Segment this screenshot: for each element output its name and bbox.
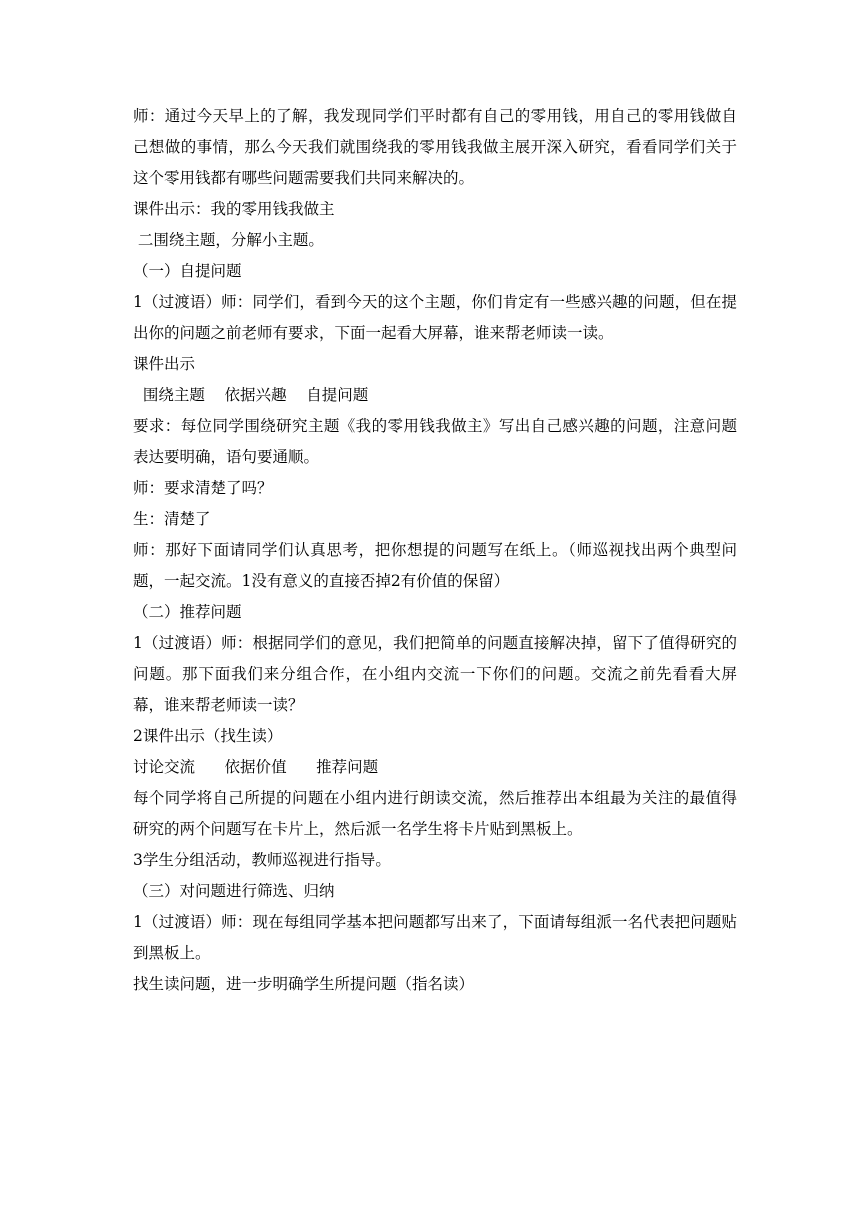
- paragraph-post-questions: 1（过渡语）师：现在每组同学基本把问题都写出来了，下面请每组派一名代表把问题贴到黑板上。: [133, 913, 737, 962]
- subsection-heading-3: （三）对问题进行筛选、归纳: [133, 882, 335, 900]
- subsection-heading-1: （一）自提问题: [133, 262, 242, 280]
- paragraph-courseware: 课件出示: [133, 355, 196, 373]
- paragraph-intro: 师：通过今天早上的了解，我发现同学们平时都有自己的零用钱，用自己的零用钱做自己想做的事情，那么今天我们就围绕我的零用钱我做主展开深入研究，看看同学们关于这个零用钱都有哪些问题需要我们共同来解决的。: [133, 107, 737, 187]
- paragraph-student-answer: 生：清楚了: [133, 510, 211, 528]
- paragraph-teacher-question: 师：要求清楚了吗？: [133, 479, 273, 497]
- paragraph-group-activity: 3学生分组活动，教师巡视进行指导。: [133, 851, 391, 869]
- document-body: [133, 101, 737, 1000]
- paragraph-recommend: 1（过渡语）师：根据同学们的意见，我们把简单的问题直接解决掉，留下了值得研究的问题。那下面我们来分组合作，在小组内交流一下你们的问题。交流之前先看看大屏幕，谁来帮老师读一读？: [133, 634, 737, 714]
- section-heading-2: 二围绕主题，分解小主题。: [133, 231, 324, 249]
- paragraph-courseware-theme: 课件出示：我的零用钱我做主: [133, 200, 335, 218]
- subsection-heading-2: （二）推荐问题: [133, 603, 242, 621]
- paragraph-steps-1: 围绕主题 依据兴趣 自提问题: [133, 386, 369, 404]
- paragraph-self-questions: 1（过渡语）师：同学们，看到今天的这个主题，你们肯定有一些感兴趣的问题，但在提出你的问题之前老师有要求，下面一起看大屏幕，谁来帮老师读一读。: [133, 293, 737, 342]
- paragraph-teacher-instruction: 师：那好下面请同学们认真思考，把你想提的问题写在纸上。（师巡视找出两个典型问题，一起交流。1没有意义的直接否掉2有价值的保留）: [133, 541, 737, 590]
- paragraph-requirement: 要求：每位同学围绕研究主题《我的零用钱我做主》写出自己感兴趣的问题，注意问题表达要明确，语句要通顺。: [133, 417, 737, 466]
- paragraph-steps-2: 讨论交流 依据价值 推荐问题: [133, 758, 379, 776]
- paragraph-courseware-2: 2课件出示（找生读）: [133, 727, 283, 745]
- paragraph-group-exchange: 每个同学将自己所提的问题在小组内进行朗读交流，然后推荐出本组最为关注的最值得研究的两个问题写在卡片上，然后派一名学生将卡片贴到黑板上。: [133, 789, 737, 838]
- paragraph-read-questions: 找生读问题，进一步明确学生所提问题（指名读）: [133, 975, 475, 993]
